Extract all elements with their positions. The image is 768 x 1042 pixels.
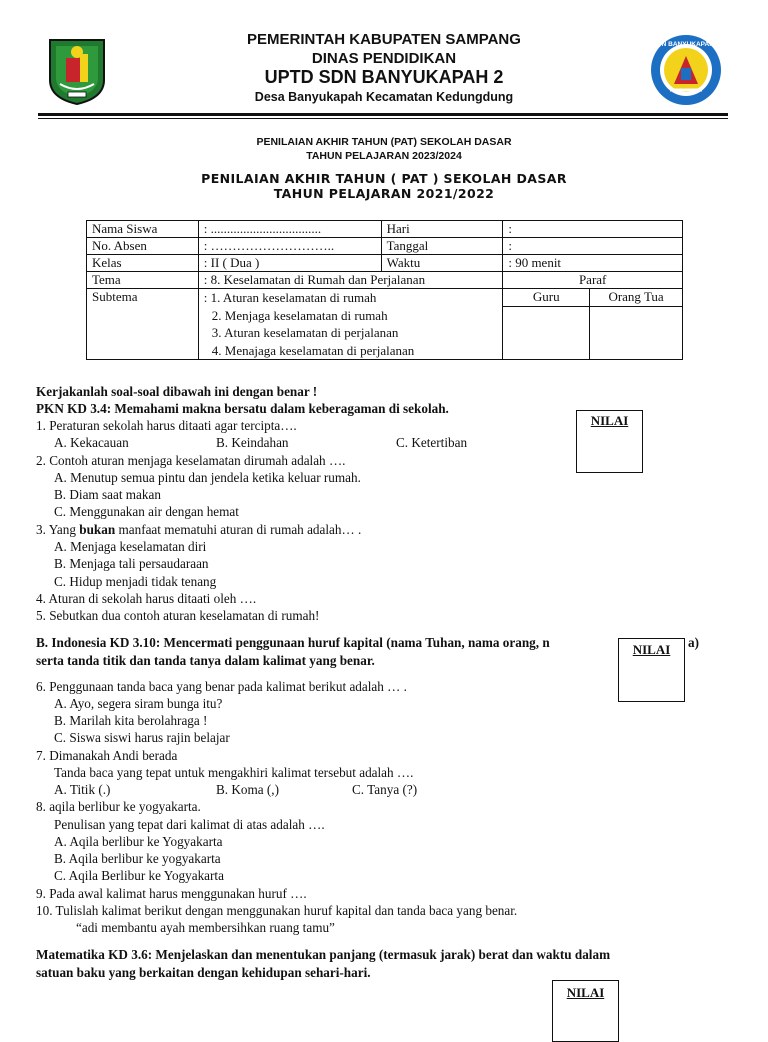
question-6: 6. Penggunaan tanda baca yang benar pada kalimat berikut adalah … .: [36, 679, 407, 694]
guru-label: Guru: [503, 289, 590, 307]
q8-prompt: Penulisan yang tepat dari kalimat di atas adalah ….: [54, 817, 325, 832]
q3-text-bold: bukan: [79, 522, 116, 537]
q3-option-a[interactable]: A. Menjaga keselamatan diri: [54, 539, 207, 554]
q3-text-pre: 3. Yang: [36, 522, 80, 537]
ortu-label: Orang Tua: [590, 289, 683, 307]
question-9: 9. Pada awal kalimat harus menggunakan huruf ….: [36, 886, 307, 901]
mat-heading-line-1: Matematika KD 3.6: Menjelaskan dan menentukan panjang (termasuk jarak) berat dan waktu dalam: [36, 947, 611, 962]
header-address: Desa Banyukapah Kecamatan Kedungdung: [254, 90, 514, 104]
paraf-label: Paraf: [503, 272, 683, 289]
hari-value[interactable]: :: [503, 221, 683, 238]
absen-value[interactable]: : ………………………..: [198, 238, 381, 255]
q1-option-a[interactable]: A. Kekacauan: [54, 435, 129, 450]
question-1: 1. Peraturan sekolah harus ditaati agar tercipta….: [36, 418, 297, 433]
title-line-2: TAHUN PELAJARAN 2021/2022: [273, 186, 495, 201]
header-school-name: UPTD SDN BANYUKAPAH 2: [264, 67, 504, 87]
mat-heading-line-2: satuan baku yang berkaitan dengan kehidupan sehari-hari.: [36, 965, 371, 980]
indo-nilai-label: NILAI: [632, 642, 671, 657]
header-divider: [38, 113, 728, 119]
question-5: 5. Sebutkan dua contoh aturan keselamatan di rumah!: [36, 608, 320, 623]
subtema-item-2: 2. Menjaga keselamatan di rumah: [211, 307, 388, 323]
q7-option-b[interactable]: B. Koma (,): [216, 782, 279, 797]
subtema-item-3: 3. Aturan keselamatan di perjalanan: [211, 325, 399, 340]
q6-option-b[interactable]: B. Marilah kita berolahraga !: [54, 713, 208, 728]
question-8: 8. aqila berlibur ke yogyakarta.: [36, 799, 201, 814]
indo-heading-line-2: serta tanda titik dan tanda tanya dalam kalimat yang benar.: [36, 653, 375, 668]
mat-nilai-box[interactable]: [552, 980, 619, 1042]
pkn-heading: PKN KD 3.4: Memahami makna bersatu dalam keberagaman di sekolah.: [36, 401, 449, 416]
question-7: 7. Dimanakah Andi berada: [36, 748, 178, 763]
ortu-signature-box[interactable]: [590, 306, 683, 359]
q8-option-b[interactable]: B. Aqila berlibur ke yogyakarta: [54, 851, 221, 866]
tema-value: : 8. Keselamatan di Rumah dan Perjalanan: [198, 272, 503, 289]
q1-option-b[interactable]: B. Keindahan: [216, 435, 289, 450]
pkn-nilai-box[interactable]: [576, 410, 643, 473]
subtema-label: Subtema: [87, 289, 199, 360]
subtitle-line-2: TAHUN PELAJARAN 2023/2024: [306, 150, 462, 162]
q7-option-a[interactable]: A. Titik (.): [54, 782, 111, 797]
indo-heading-line-1-end: a): [688, 635, 699, 650]
nama-label: Nama Siswa: [87, 221, 199, 238]
q3-option-b[interactable]: B. Menjaga tali persaudaraan: [54, 556, 209, 571]
mat-nilai-label: NILAI: [566, 985, 605, 1000]
q7-option-c[interactable]: C. Tanya (?): [352, 782, 418, 797]
subtitle-line-1: PENILAIAN AKHIR TAHUN (PAT) SEKOLAH DASAR: [256, 136, 512, 148]
indo-heading-line-1: B. Indonesia KD 3.10: Mencermati penggunaan huruf kapital (nama Tuhan, nama orang, n: [36, 635, 550, 650]
q1-option-c[interactable]: C. Ketertiban: [396, 435, 468, 450]
q3-option-c[interactable]: C. Hidup menjadi tidak tenang: [54, 574, 217, 589]
student-info-table: [86, 220, 683, 360]
tanggal-label: Tanggal: [381, 238, 503, 255]
question-4: 4. Aturan di sekolah harus ditaati oleh ….: [36, 591, 257, 606]
q2-option-c[interactable]: C. Menggunakan air dengan hemat: [54, 504, 239, 519]
instruction: Kerjakanlah soal-soal dibawah ini dengan benar !: [36, 384, 318, 399]
subtema-item-4: 4. Menajaga keselamatan di perjalanan: [211, 342, 415, 358]
kelas-value: : II ( Dua ): [198, 255, 381, 272]
header-line-2: DINAS PENDIDIKAN: [311, 50, 457, 67]
title-line-1: PENILAIAN AKHIR TAHUN ( PAT ) SEKOLAH DASAR: [201, 171, 567, 186]
q7-prompt: Tanda baca yang tepat untuk mengakhiri kalimat tersebut adalah ….: [54, 765, 414, 780]
header-line-1: PEMERINTAH KABUPATEN SAMPANG: [247, 31, 521, 48]
subtema-list: [198, 289, 503, 360]
pkn-nilai-label: NILAI: [590, 413, 629, 428]
waktu-value: : 90 menit: [503, 255, 683, 272]
waktu-label: Waktu: [381, 255, 503, 272]
tanggal-value[interactable]: :: [503, 238, 683, 255]
q2-option-b[interactable]: B. Diam saat makan: [54, 487, 161, 502]
q8-option-c[interactable]: C. Aqila Berlibur ke Yogyakarta: [54, 868, 224, 883]
subtema-item-1: : 1. Aturan keselamatan di rumah: [203, 290, 377, 305]
kelas-label: Kelas: [87, 255, 199, 272]
q6-option-c[interactable]: C. Siswa siswi harus rajin belajar: [54, 730, 230, 745]
absen-label: No. Absen: [87, 238, 199, 255]
emblem-text: SDN BANYUKAPAH 2: [652, 41, 720, 48]
tema-label: Tema: [87, 272, 199, 289]
question-10: 10. Tulislah kalimat berikut dengan menggunakan huruf kapital dan tanda baca yang benar.: [36, 903, 518, 918]
hari-label: Hari: [381, 221, 503, 238]
q10-sentence: “adi membantu ayah membersihkan ruang tamu”: [76, 920, 335, 935]
q2-option-a[interactable]: A. Menutup semua pintu dan jendela ketika keluar rumah.: [54, 470, 361, 485]
indo-nilai-box[interactable]: [618, 638, 685, 702]
q8-option-a[interactable]: A. Aqila berlibur ke Yogyakarta: [54, 834, 223, 849]
nama-value[interactable]: : ..................................: [198, 221, 381, 238]
q6-option-a[interactable]: A. Ayo, segera siram bunga itu?: [54, 696, 223, 711]
question-3: [36, 521, 361, 538]
question-2: 2. Contoh aturan menjaga keselamatan dirumah adalah ….: [36, 453, 346, 468]
q3-text-post: manfaat mematuhi aturan di rumah adalah… .: [115, 522, 362, 537]
guru-signature-box[interactable]: [503, 306, 590, 359]
